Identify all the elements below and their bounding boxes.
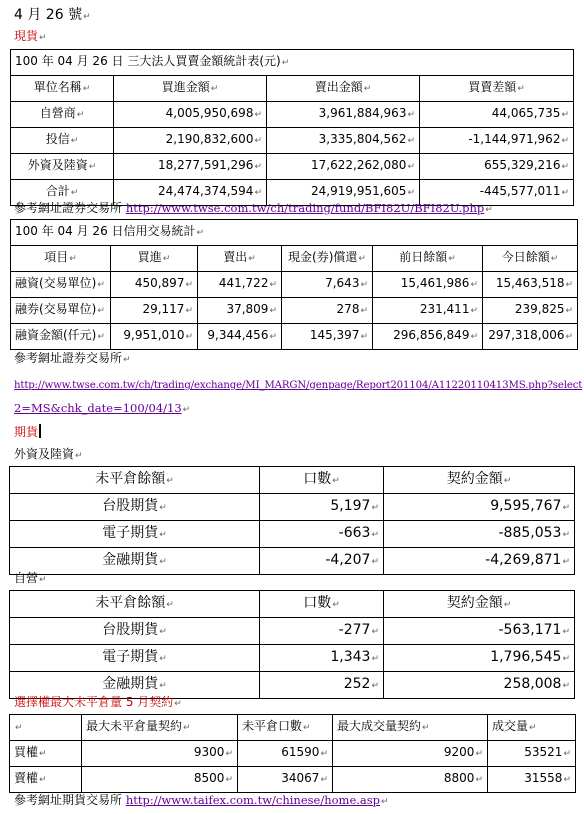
futures-heading: 期貨: [14, 424, 41, 440]
table-cell: 3,335,804,562↵: [267, 128, 420, 154]
table-header-row: [10, 715, 576, 741]
table-cell: 4,005,950,698↵: [114, 102, 267, 128]
table-cell: 金融期貨↵: [10, 672, 260, 699]
column-header: 最大成交量契約↵: [333, 715, 488, 741]
table-cell: 1,343↵: [260, 645, 384, 672]
table-cell: 金融期貨↵: [10, 548, 260, 575]
table-cell: -4,207↵: [260, 548, 384, 575]
column-header: 前日餘額↵: [373, 246, 483, 272]
table-cell: 252↵: [260, 672, 384, 699]
column-header: 項目↵: [11, 246, 111, 272]
table-row: [10, 494, 575, 521]
reference-link-line: [14, 376, 582, 394]
table-row: [11, 324, 578, 350]
margin-trading-table: [10, 219, 578, 350]
table-cell: 9,951,010↵: [111, 324, 198, 350]
dealer-label: 自營↵: [14, 571, 47, 585]
table-row: [10, 548, 575, 575]
table-cell: 239,825↵: [483, 298, 578, 324]
spot-heading: 現貨↵: [14, 29, 47, 43]
table-cell: 9200↵: [333, 741, 488, 767]
options-heading: 選擇權最大未平倉量 5 月契約↵: [14, 695, 182, 709]
dealer-futures-table: [9, 590, 575, 699]
table-cell: 賣權↵: [10, 767, 82, 793]
table-cell: 9,344,456↵: [198, 324, 282, 350]
table-cell: 外資及陸資↵: [11, 154, 114, 180]
table-cell: -663↵: [260, 521, 384, 548]
column-header: 現金(券)償還↵: [282, 246, 373, 272]
column-header: 買進↵: [111, 246, 198, 272]
table-cell: 296,856,849↵: [373, 324, 483, 350]
table-header-row: [11, 76, 574, 102]
table-cell: 15,463,518↵: [483, 272, 578, 298]
table-title-row: [11, 220, 578, 246]
table-cell: 台股期貨↵: [10, 494, 260, 521]
column-header: 未平倉口數↵: [238, 715, 333, 741]
table-cell: 31558↵: [488, 767, 576, 793]
table-cell: 9300↵: [82, 741, 238, 767]
table-cell: 258,008↵: [384, 672, 575, 699]
column-header: ↵: [10, 715, 82, 741]
table-cell: -563,171↵: [384, 618, 575, 645]
table-cell: 3,961,884,963↵: [267, 102, 420, 128]
column-header: 賣出金額↵: [267, 76, 420, 102]
reference-link[interactable]: http://www.twse.com.tw/ch/trading/fund/BFI82U/BFI82U.php: [125, 201, 485, 215]
table-cell: 441,722↵: [198, 272, 282, 298]
table-cell: 合計↵: [11, 180, 114, 206]
table-cell: -277↵: [260, 618, 384, 645]
column-header: 今日餘額↵: [483, 246, 578, 272]
table-row: [11, 298, 578, 324]
table-cell: 29,117↵: [111, 298, 198, 324]
table-cell: 8800↵: [333, 767, 488, 793]
column-header: 契約金額↵: [384, 467, 575, 494]
table-cell: -445,577,011↵: [420, 180, 574, 206]
table-cell: 24,919,951,605↵: [267, 180, 420, 206]
table-row: [10, 741, 576, 767]
reference-line: 參考網址期貨交易所 http://www.taifex.com.tw/chinese/home.asp↵: [14, 793, 389, 807]
table-cell: 145,397↵: [282, 324, 373, 350]
table-title-row: [11, 50, 574, 76]
table-cell: 297,318,006↵: [483, 324, 578, 350]
table-cell: 7,643↵: [282, 272, 373, 298]
table-title: 100 年 04 月 26 日信用交易統計↵: [11, 220, 578, 246]
reference-link[interactable]: http://www.taifex.com.tw/chinese/home.asp: [125, 793, 381, 807]
reference-link[interactable]: 2=MS&chk_date=100/04/13: [14, 401, 182, 415]
table-cell: 37,809↵: [198, 298, 282, 324]
table-row: [11, 272, 578, 298]
table-cell: 450,897↵: [111, 272, 198, 298]
table-cell: 1,796,545↵: [384, 645, 575, 672]
table-cell: 231,411↵: [373, 298, 483, 324]
table-cell: 5,197↵: [260, 494, 384, 521]
table-cell: 自營商↵: [11, 102, 114, 128]
column-header: 單位名稱↵: [11, 76, 114, 102]
text-cursor: [39, 424, 41, 438]
table-cell: 融資金額(仟元)↵: [11, 324, 111, 350]
table-cell: 融資(交易單位)↵: [11, 272, 111, 298]
table-row: [10, 618, 575, 645]
column-header: 未平倉餘額↵: [10, 467, 260, 494]
table-cell: 融券(交易單位)↵: [11, 298, 111, 324]
table-cell: 278↵: [282, 298, 373, 324]
table-row: [11, 154, 574, 180]
table-cell: 15,461,986↵: [373, 272, 483, 298]
table-cell: 24,474,374,594↵: [114, 180, 267, 206]
column-header: 買賣差額↵: [420, 76, 574, 102]
column-header: 未平倉餘額↵: [10, 591, 260, 618]
table-cell: 買權↵: [10, 741, 82, 767]
table-row: [10, 767, 576, 793]
table-row: [10, 521, 575, 548]
table-cell: -885,053↵: [384, 521, 575, 548]
foreign-futures-table: [9, 466, 575, 575]
table-cell: 61590↵: [238, 741, 333, 767]
table-cell: 2,190,832,600↵: [114, 128, 267, 154]
table-cell: 投信↵: [11, 128, 114, 154]
table-cell: 8500↵: [82, 767, 238, 793]
column-header: 最大未平倉量契約↵: [82, 715, 238, 741]
table-row: [11, 128, 574, 154]
column-header: 成交量↵: [488, 715, 576, 741]
institutional-trading-table: [10, 49, 574, 206]
table-row: [10, 645, 575, 672]
table-cell: 台股期貨↵: [10, 618, 260, 645]
reference-link-line: 2=MS&chk_date=100/04/13↵: [14, 401, 191, 415]
table-cell: 53521↵: [488, 741, 576, 767]
table-header-row: [10, 591, 575, 618]
reference-line: 參考網址證券交易所 http://www.twse.com.tw/ch/trading/fund/BFI82U/BFI82U.php↵: [14, 201, 493, 215]
column-header: 口數↵: [260, 591, 384, 618]
options-table: [9, 714, 576, 793]
table-cell: 電子期貨↵: [10, 521, 260, 548]
reference-line: 參考網址證券交易所↵: [14, 351, 131, 365]
table-cell: 9,595,767↵: [384, 494, 575, 521]
table-row: [11, 102, 574, 128]
table-cell: -4,269,871↵: [384, 548, 575, 575]
date-heading: 4 月 26 號↵: [14, 7, 91, 23]
table-cell: 34067↵: [238, 767, 333, 793]
table-cell: -1,144,971,962↵: [420, 128, 574, 154]
table-header-row: [10, 467, 575, 494]
table-cell: 655,329,216↵: [420, 154, 574, 180]
column-header: 賣出↵: [198, 246, 282, 272]
table-cell: 電子期貨↵: [10, 645, 260, 672]
table-cell: 17,622,262,080↵: [267, 154, 420, 180]
column-header: 契約金額↵: [384, 591, 575, 618]
table-cell: 44,065,735↵: [420, 102, 574, 128]
table-header-row: [11, 246, 578, 272]
column-header: 買進金額↵: [114, 76, 267, 102]
table-cell: 18,277,591,296↵: [114, 154, 267, 180]
column-header: 口數↵: [260, 467, 384, 494]
reference-link[interactable]: http://www.twse.com.tw/ch/trading/exchange/MI_MARGN/genpage/Report201104/A11220110413MS.php?select: [14, 380, 583, 391]
table-title: 100 年 04 月 26 日 三大法人買賣金額統計表(元)↵: [11, 50, 574, 76]
foreign-label: 外資及陸資↵: [14, 447, 83, 461]
